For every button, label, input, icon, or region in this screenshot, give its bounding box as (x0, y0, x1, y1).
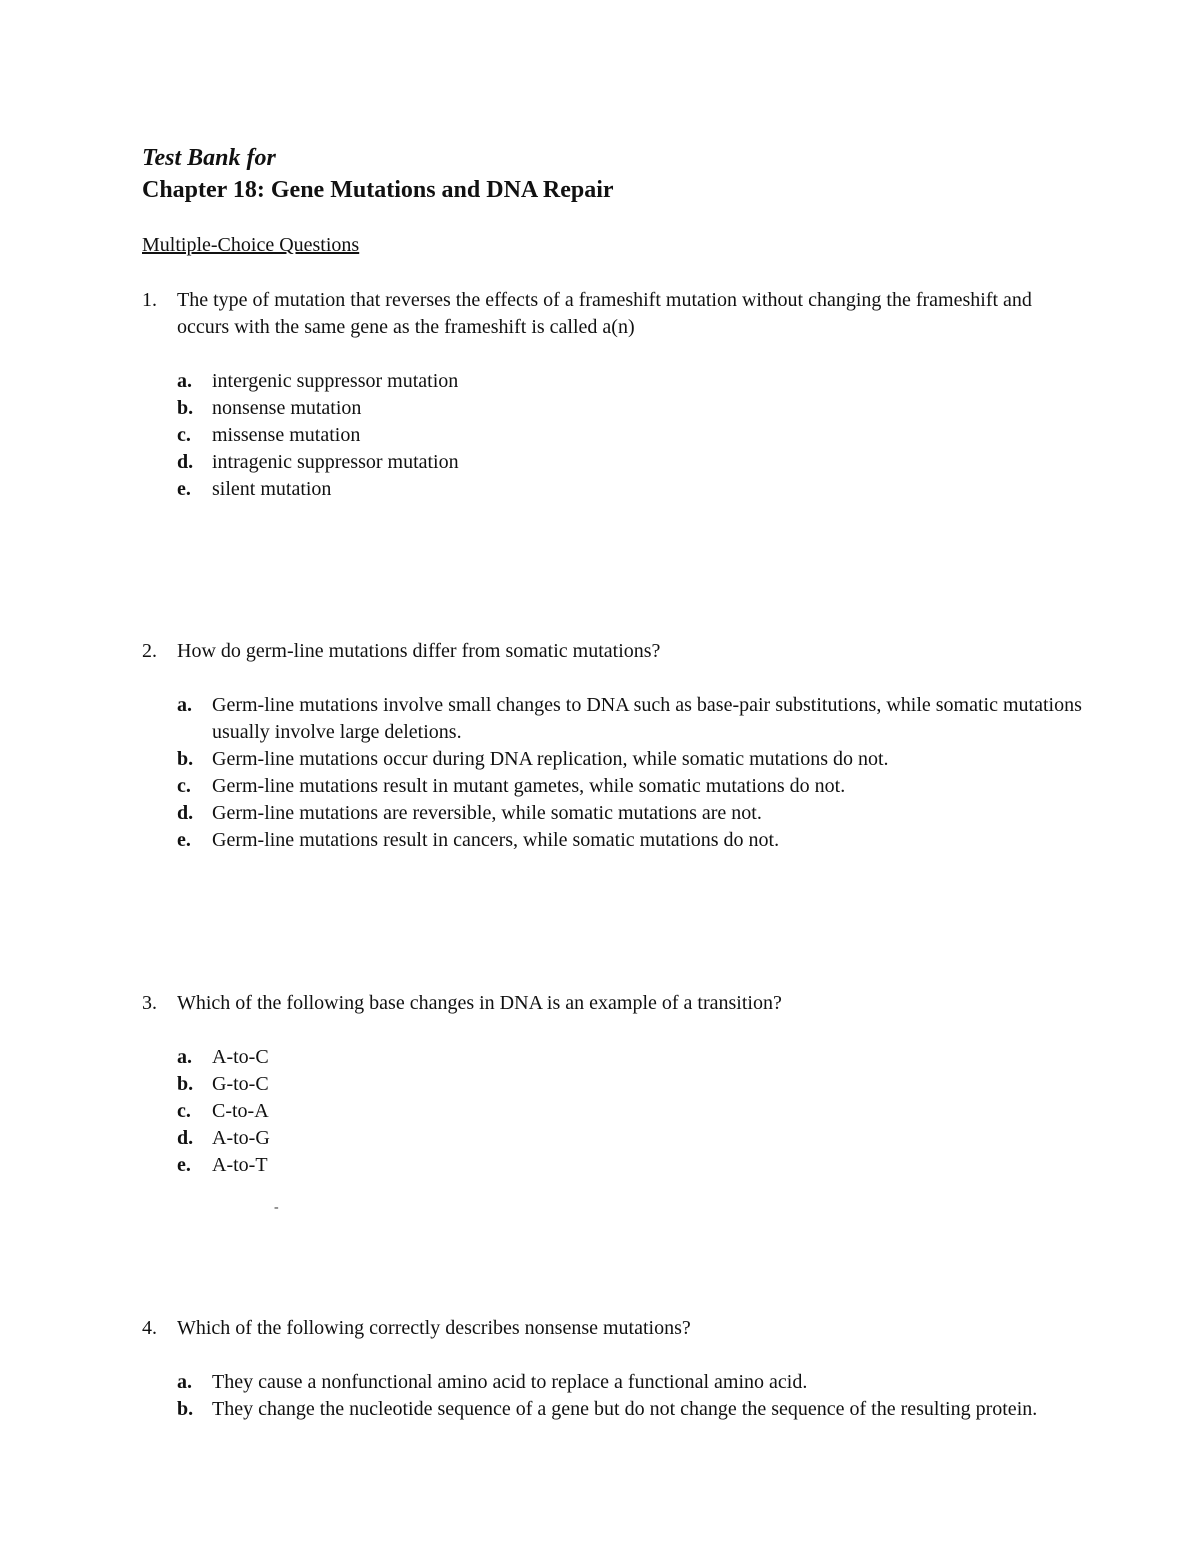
option-a[interactable] (177, 1044, 1082, 1071)
question-4 (142, 1315, 1082, 1423)
option-text: intergenic suppressor mutation (212, 370, 459, 392)
option-letter: b. (177, 1073, 194, 1095)
option-text: C-to-A (212, 1100, 269, 1122)
option-text: A-to-T (212, 1154, 268, 1176)
title-chapter: Chapter 18: Gene Mutations and DNA Repair (142, 177, 614, 203)
option-text: Germ-line mutations result in cancers, while somatic mutations do not. (212, 829, 780, 851)
option-e[interactable] (177, 827, 1082, 854)
option-text: They cause a nonfunctional amino acid to replace a functional amino acid. (212, 1371, 808, 1393)
question-text: The type of mutation that reverses the effects of a frameshift mutation without changing the frameshift and occurs with the same gene as the frameshift is called a(n) (177, 289, 1032, 338)
option-e[interactable] (177, 1152, 1082, 1179)
option-letter: b. (177, 1398, 194, 1420)
option-a[interactable] (177, 1369, 1082, 1396)
option-c[interactable] (177, 422, 1082, 449)
question-text: Which of the following correctly describes nonsense mutations? (177, 1317, 691, 1339)
option-b[interactable] (177, 746, 1082, 773)
option-letter: a. (177, 370, 192, 392)
question-text: Which of the following base changes in DNA is an example of a transition? (177, 992, 782, 1014)
option-text: missense mutation (212, 424, 361, 446)
option-letter: d. (177, 451, 194, 473)
option-text: They change the nucleotide sequence of a gene but do not change the sequence of the resulting protein. (212, 1398, 1038, 1420)
option-letter: a. (177, 1371, 192, 1393)
option-letter: c. (177, 1100, 191, 1122)
option-d[interactable] (177, 1125, 1082, 1152)
option-text: Germ-line mutations result in mutant gametes, while somatic mutations do not. (212, 775, 846, 797)
option-letter: c. (177, 424, 191, 446)
option-list (177, 1044, 1082, 1179)
option-text: nonsense mutation (212, 397, 362, 419)
option-b[interactable] (177, 395, 1082, 422)
title-test-bank: Test Bank for (142, 145, 276, 171)
option-letter: a. (177, 694, 192, 716)
question-number: 4. (142, 1317, 157, 1339)
option-text: Germ-line mutations are reversible, while somatic mutations are not. (212, 802, 762, 824)
option-letter: d. (177, 802, 194, 824)
question-1 (142, 287, 1082, 503)
option-d[interactable] (177, 449, 1082, 476)
question-2 (142, 638, 1082, 854)
option-text: Germ-line mutations involve small changes to DNA such as base-pair substitutions, while somatic mutations usually involve large deletions. (212, 694, 1082, 743)
question-number: 2. (142, 640, 157, 662)
option-letter: e. (177, 829, 191, 851)
option-letter: c. (177, 775, 191, 797)
question-text: How do germ-line mutations differ from somatic mutations? (177, 640, 661, 662)
option-text: silent mutation (212, 478, 332, 500)
option-d[interactable] (177, 800, 1082, 827)
option-b[interactable] (177, 1071, 1082, 1098)
option-letter: a. (177, 1046, 192, 1068)
option-b[interactable] (177, 1396, 1082, 1423)
option-text: A-to-C (212, 1046, 269, 1068)
question-3 (142, 990, 1082, 1179)
option-letter: b. (177, 397, 194, 419)
section-heading: Multiple-Choice Questions (142, 234, 360, 256)
option-list (177, 368, 1082, 503)
option-list (177, 1369, 1082, 1423)
option-a[interactable] (177, 368, 1082, 395)
stray-dash-mark: - (274, 1200, 279, 1215)
option-c[interactable] (177, 1098, 1082, 1125)
question-number: 1. (142, 289, 157, 311)
option-letter: e. (177, 1154, 191, 1176)
option-text: A-to-G (212, 1127, 270, 1149)
option-text: Germ-line mutations occur during DNA replication, while somatic mutations do not. (212, 748, 889, 770)
option-letter: e. (177, 478, 191, 500)
option-letter: d. (177, 1127, 194, 1149)
question-number: 3. (142, 992, 157, 1014)
option-text: G-to-C (212, 1073, 269, 1095)
option-letter: b. (177, 748, 194, 770)
option-e[interactable] (177, 476, 1082, 503)
option-c[interactable] (177, 773, 1082, 800)
option-a[interactable] (177, 692, 1082, 746)
option-text: intragenic suppressor mutation (212, 451, 459, 473)
option-list (177, 692, 1082, 854)
